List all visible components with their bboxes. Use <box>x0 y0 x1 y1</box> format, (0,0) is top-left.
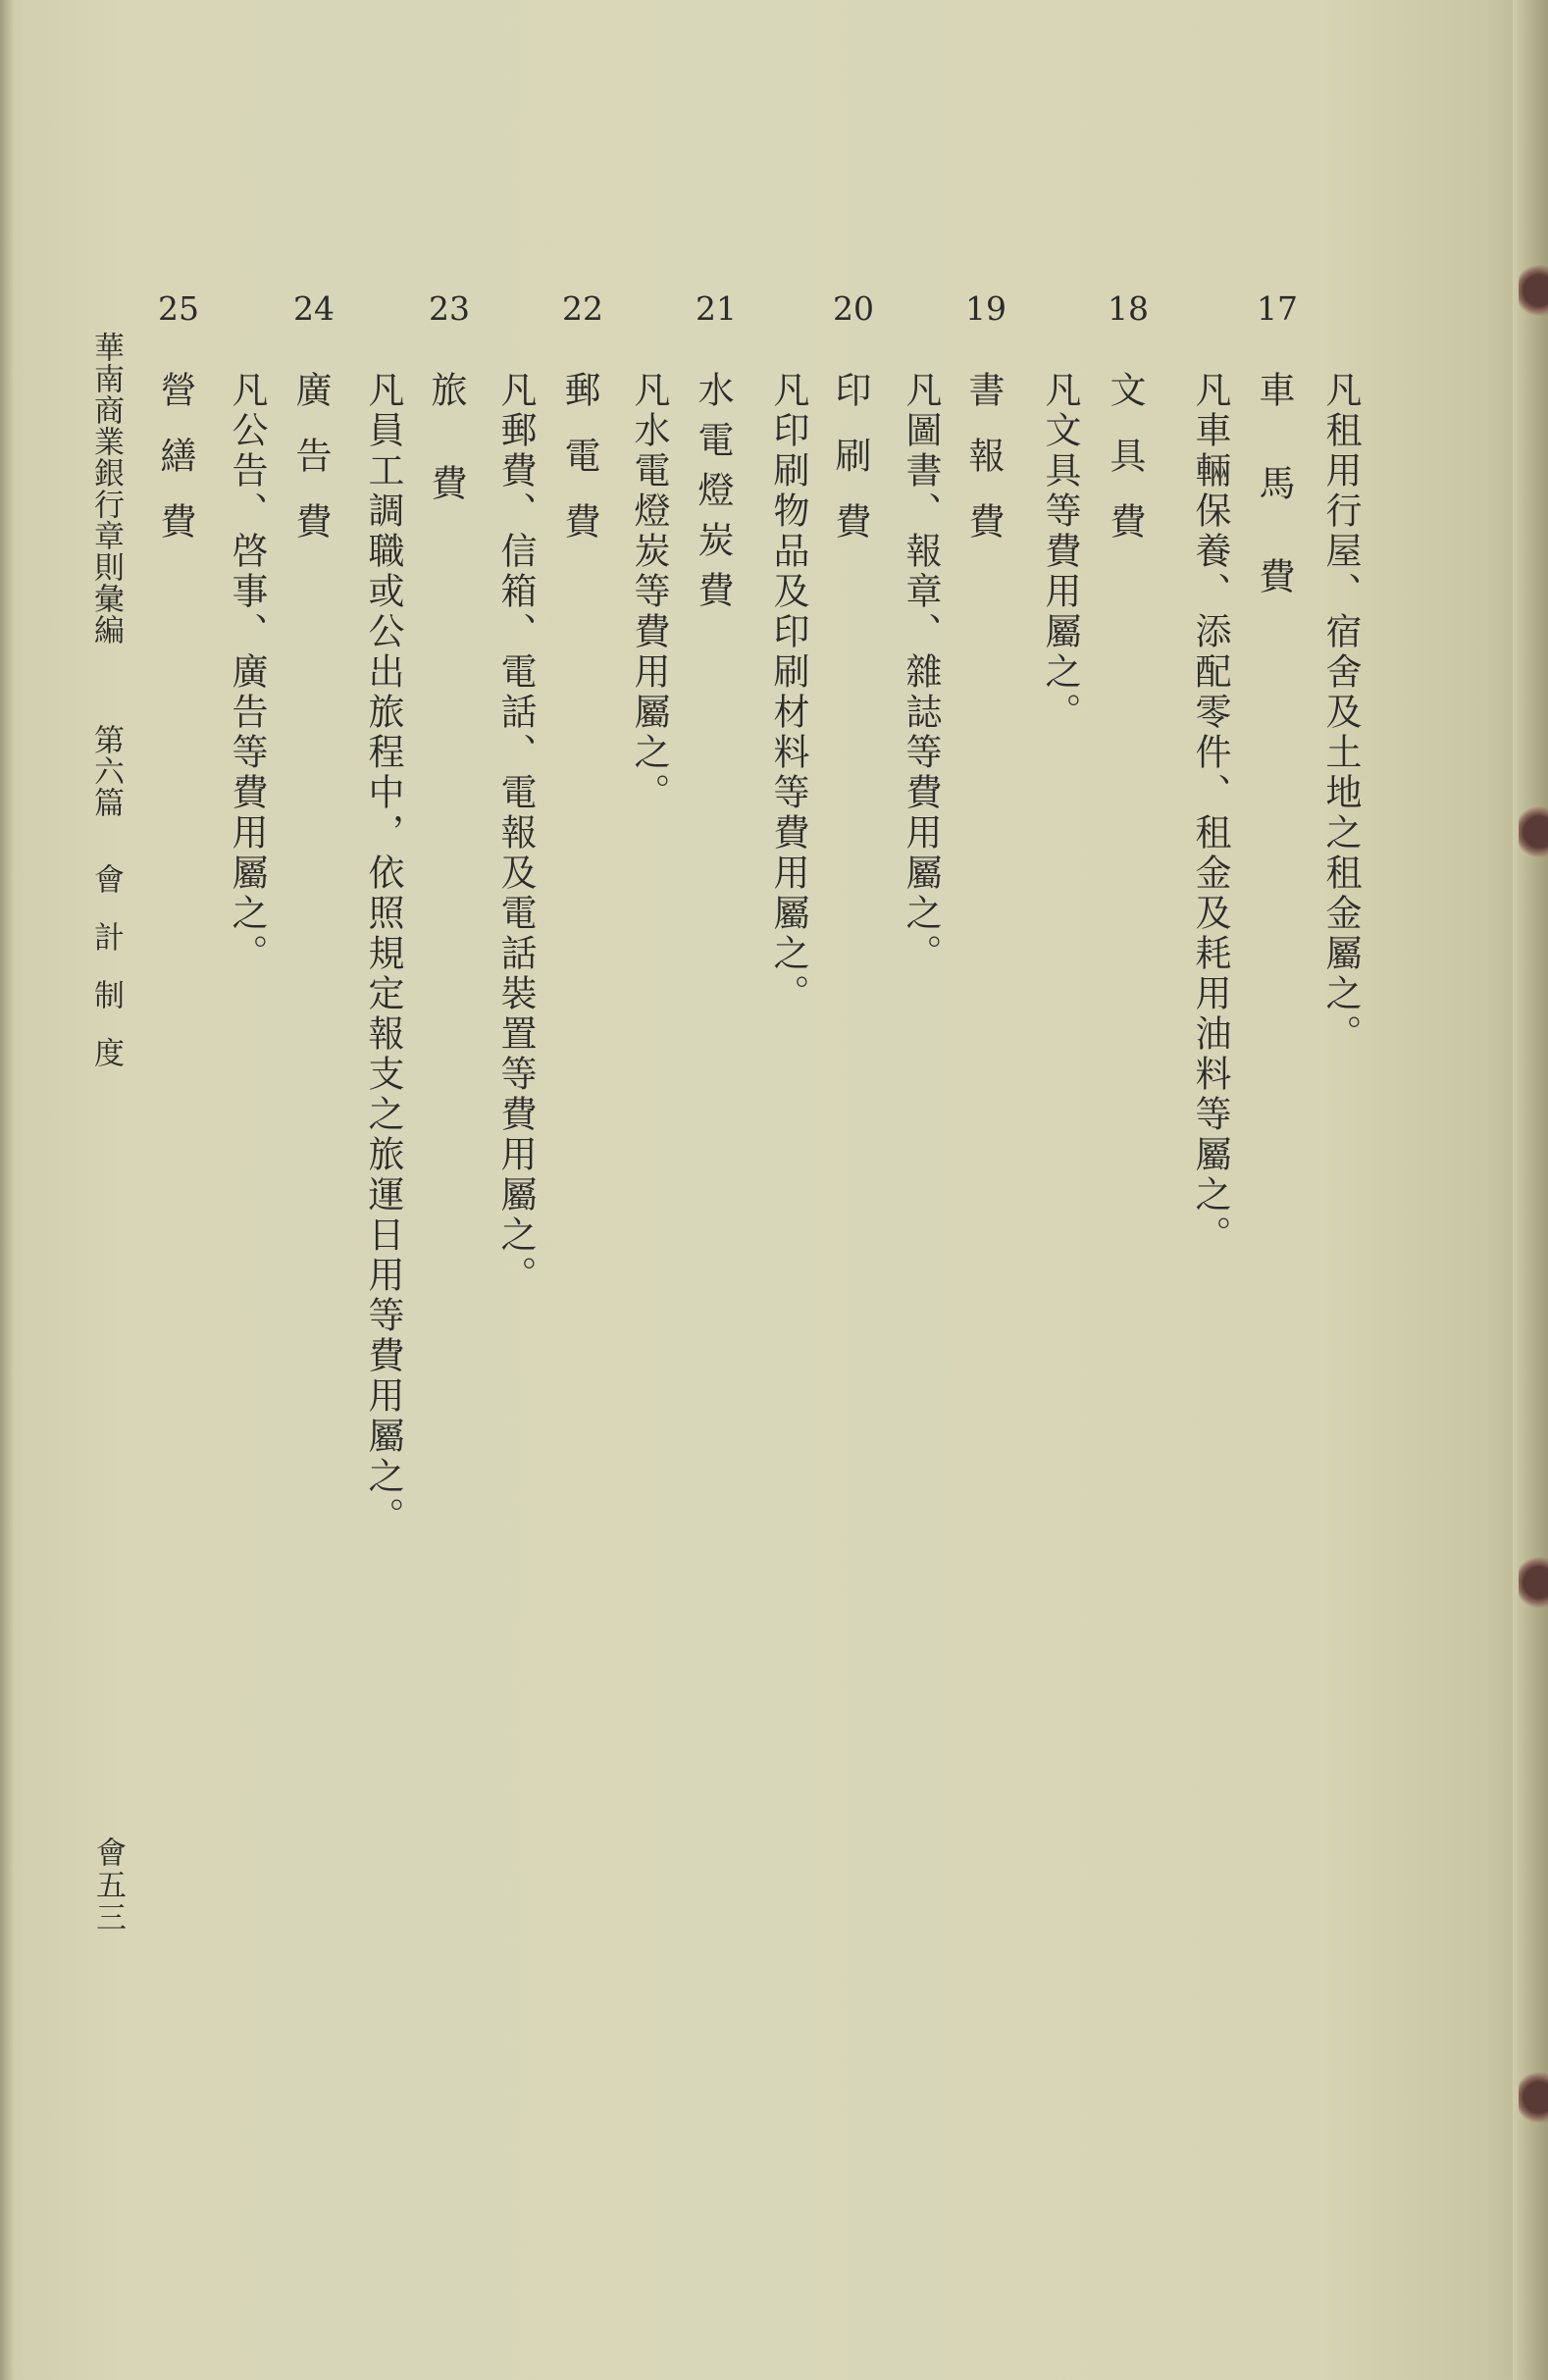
item-description: 凡郵費、信箱、電話、電報及電話裝置等費用屬之。 <box>494 371 537 1296</box>
item-description: 凡公告、啓事、廣告等費用屬之。 <box>226 371 268 974</box>
item-title: 書報費 <box>962 371 1005 568</box>
item-title: 印刷費 <box>829 371 871 568</box>
item-title: 車馬費 <box>1253 371 1295 650</box>
item-title: 廣告費 <box>289 371 332 568</box>
item-number: 23 <box>429 289 470 328</box>
page-number: 會五三 <box>90 1837 126 1934</box>
binding-hole <box>1519 1555 1548 1610</box>
book-title: 華南商業銀行章則彙編 <box>88 332 124 646</box>
chapter-label: 第六篇 <box>88 724 124 818</box>
item-number: 21 <box>696 289 737 328</box>
item-number: 25 <box>158 289 199 328</box>
item-number: 24 <box>293 289 335 328</box>
item-title: 營繕費 <box>154 371 196 568</box>
page-right-edge <box>1513 0 1548 2380</box>
item-number: 22 <box>562 289 603 328</box>
item-number: 17 <box>1257 289 1298 328</box>
item-number: 20 <box>833 289 874 328</box>
item-description: 凡印刷物品及印刷材料等費用屬之。 <box>767 371 809 1014</box>
item-description: 凡員工調職或公出旅程中，依照規定報支之旅運日用等費用屬之。 <box>362 371 404 1537</box>
binding-hole <box>1519 263 1548 318</box>
binding-hole <box>1519 2070 1548 2125</box>
item-title: 文具費 <box>1104 371 1146 568</box>
item-title: 旅費 <box>425 371 467 557</box>
item-title: 水電燈炭費 <box>692 371 734 621</box>
item-number: 18 <box>1108 289 1149 328</box>
item-description: 凡水電燈炭等費用屬之。 <box>628 371 670 813</box>
carryover-description: 凡租用行屋、宿舍及土地之租金屬之。 <box>1319 371 1362 1055</box>
item-number: 19 <box>965 289 1006 328</box>
binding-hole <box>1519 804 1548 859</box>
chapter-topic: 會計制度 <box>88 863 124 1095</box>
item-description: 凡圖書、報章、雜誌等費用屬之。 <box>900 371 942 974</box>
item-description: 凡車輛保養、添配零件、租金及耗用油料等屬之。 <box>1189 371 1231 1256</box>
item-title: 郵電費 <box>558 371 600 568</box>
page-left-edge <box>0 0 14 2380</box>
item-description: 凡文具等費用屬之。 <box>1039 371 1081 733</box>
